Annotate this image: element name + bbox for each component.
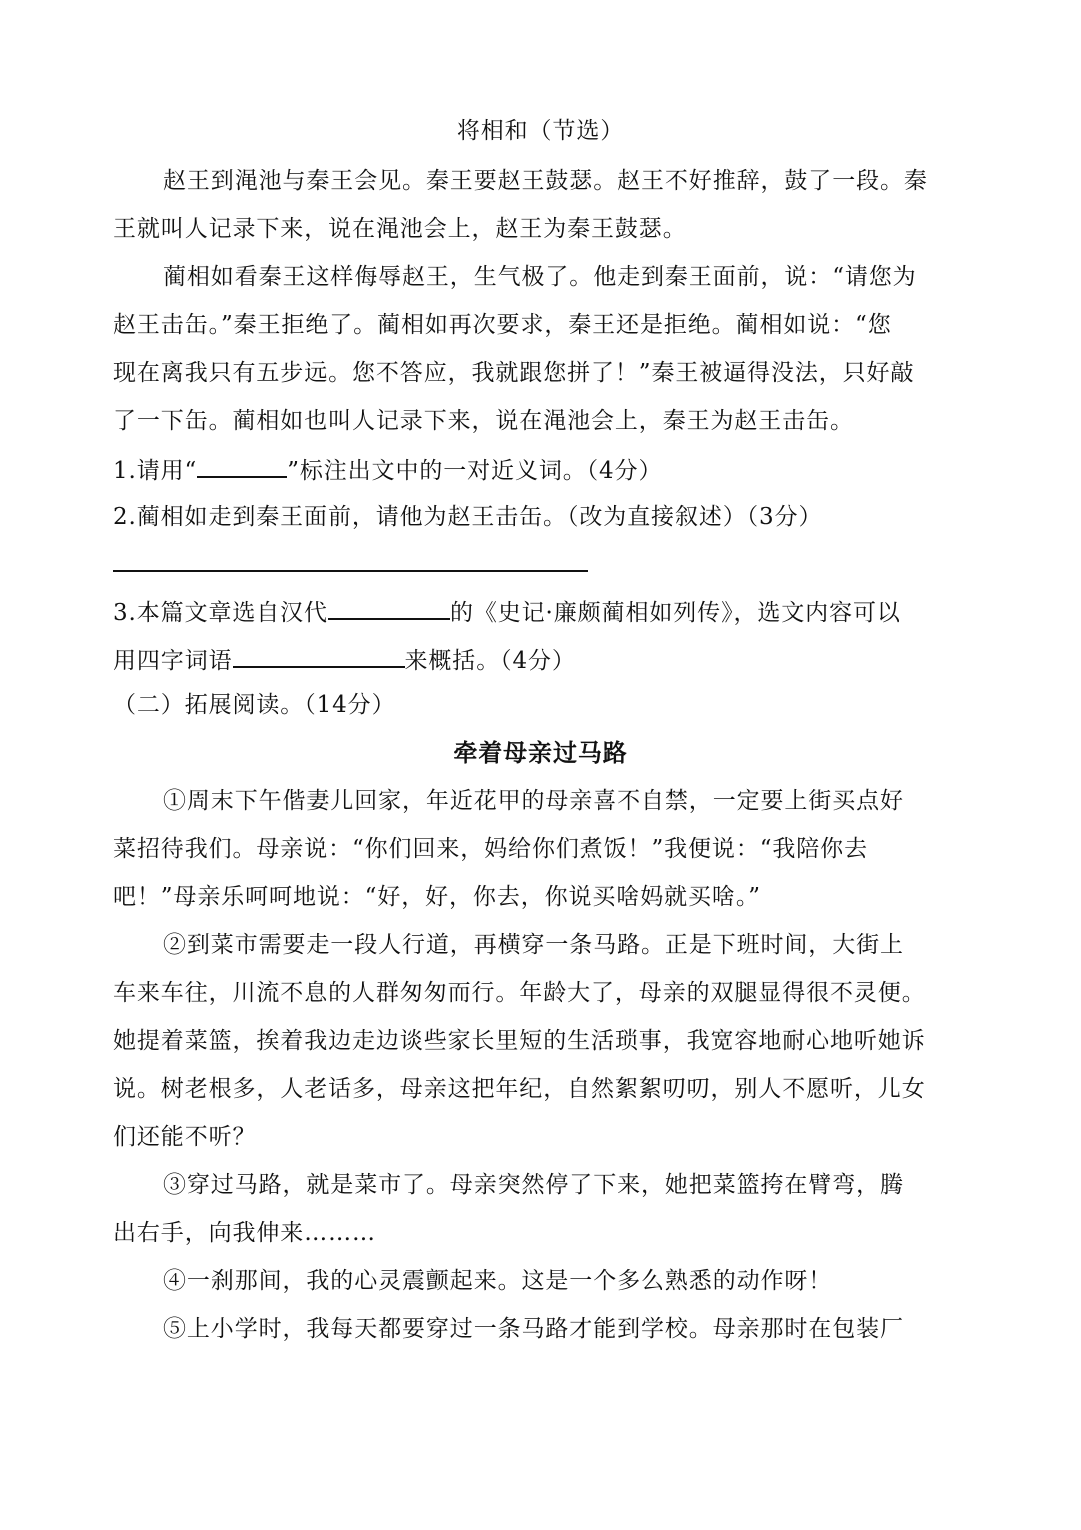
question-1-prefix: 1.请用“	[113, 458, 198, 484]
passage1-p2-line4: 了一下缶。蔺相如也叫人记录下来，说在渑池会上，秦王为赵王击缶。	[113, 408, 854, 434]
passage1-p1-line1: 赵王到渑池与秦王会见。秦王要赵王鼓瑟。赵王不好推辞，鼓了一段。秦	[163, 168, 928, 194]
passage1-p2-line2: 赵王击缶。”秦王拒绝了。蔺相如再次要求，秦王还是拒绝。蔺相如说：“您	[113, 312, 892, 338]
section2-heading: （二）拓展阅读。（14分）	[113, 692, 396, 718]
question-3-line2-suffix: 来概括。（4分）	[404, 648, 576, 674]
question-1-suffix: ”标注出文中的一对近义词。（4分）	[287, 458, 663, 484]
section1-title: 将相和（节选）	[456, 118, 625, 144]
question-3-line2-prefix: 用四字词语	[113, 648, 233, 674]
passage1-p2-line1: 蔺相如看秦王这样侮辱赵王，生气极了。他走到秦王面前，说：“请您为	[163, 264, 917, 290]
passage2-line: 出右手，向我伸来………	[113, 1220, 376, 1246]
question-3-prefix: 3.本篇文章选自汉代	[113, 600, 328, 626]
question-1	[113, 454, 973, 486]
question-1-blank[interactable]	[197, 454, 287, 478]
passage1-p2-line3: 现在离我只有五步远。您不答应，我就跟您拼了！”秦王被逼得没法，只好敲	[113, 360, 915, 386]
passage2-line: ③穿过马路，就是菜市了。母亲突然停了下来，她把菜篮挎在臂弯，腾	[163, 1172, 904, 1198]
passage1-p1-line2: 王就叫人记录下来，说在渑池会上，赵王为秦王鼓瑟。	[113, 216, 687, 242]
question-2: 2.蔺相如走到秦王面前，请他为赵王击缶。（改为直接叙述）（3分）	[113, 504, 823, 530]
passage2-line: 菜招待我们。母亲说：“你们回来，妈给你们煮饭！”我便说：“我陪你去	[113, 836, 868, 862]
passage2-line: 们还能不听？	[113, 1124, 257, 1150]
passage2-line: 吧！”母亲乐呵呵地说：“好，好，你去，你说买啥妈就买啥。”	[113, 884, 761, 910]
passage2-line: ④一刹那间，我的心灵震颤起来。这是一个多么熟悉的动作呀！	[163, 1268, 833, 1294]
passage2-line: ⑤上小学时，我每天都要穿过一条马路才能到学校。母亲那时在包装厂	[163, 1316, 904, 1342]
passage2-line: 车来车往，川流不息的人群匆匆而行。年龄大了，母亲的双腿显得很不灵便。	[113, 980, 926, 1006]
passage2-line: ②到菜市需要走一段人行道，再横穿一条马路。正是下班时间，大街上	[163, 932, 904, 958]
question-3-author-blank[interactable]	[328, 596, 450, 620]
question-3-line2	[113, 644, 973, 676]
passage2-line: ①周末下午偕妻儿回家，年近花甲的母亲喜不自禁，一定要上街买点好	[163, 788, 904, 814]
question-3-idiom-blank[interactable]	[233, 644, 405, 668]
passage2-line: 她提着菜篮，挨着我边走边谈些家长里短的生活琐事，我宽容地耐心地听她诉	[113, 1028, 926, 1054]
question-3-line1	[113, 596, 973, 628]
passage2-line: 说。树老根多，人老话多，母亲这把年纪，自然絮絮叨叨，别人不愿听，儿女	[113, 1076, 926, 1102]
question-2-answer-line[interactable]	[113, 570, 588, 572]
question-3-suffix: 的《史记·廉颇蔺相如列传》，选文内容可以	[449, 600, 901, 626]
section2-title: 牵着母亲过马路	[453, 738, 628, 767]
